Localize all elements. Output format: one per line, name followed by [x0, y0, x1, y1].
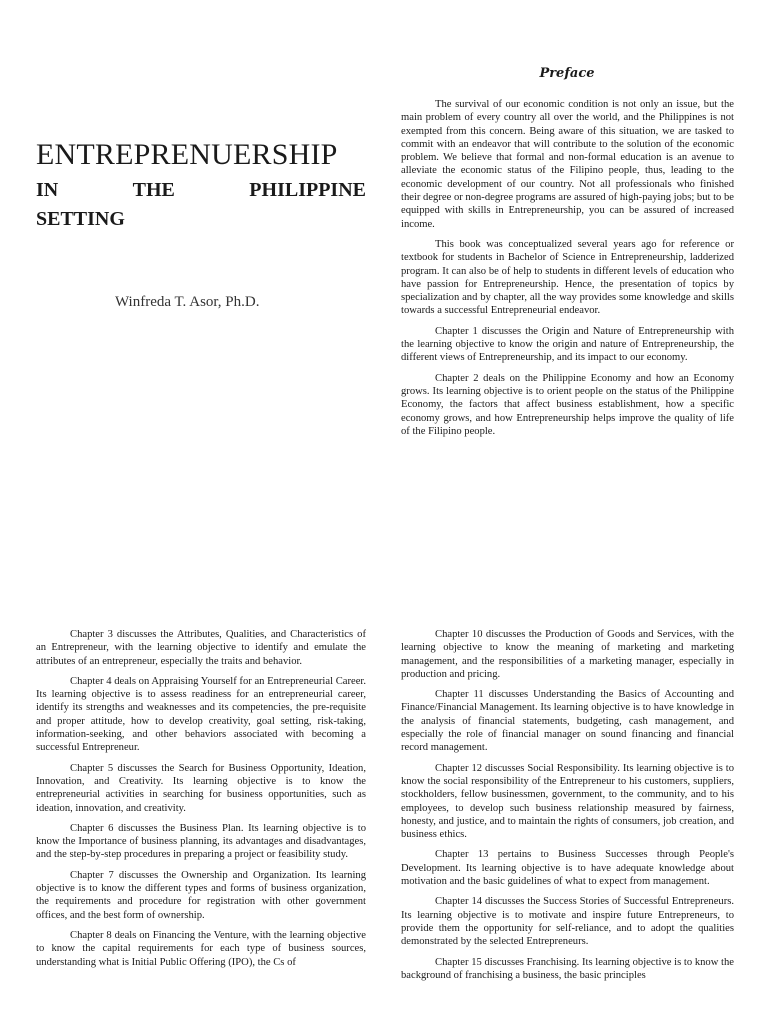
- author-name: Winfreda T. Asor, Ph.D.: [115, 294, 260, 310]
- chapter-paragraph: Chapter 4 deals on Appraising Yourself for an Entrepreneurial Career. Its learning objective is to assess readiness for an entrepreneurial career, identify its strengths and weaknesses and its competencies, the pre-requisite and proper attitude, how to develop creativity, goal setting, risk-taking, information-seeking, and other behaviors associated with becoming a successful Entrepreneur.: [36, 675, 366, 754]
- preface-column: [401, 98, 734, 445]
- chapter-paragraph: Chapter 5 discusses the Search for Business Opportunity, Ideation, Innovation, and Creativity. Its learning objective is to know the entrepreneurial activities in searching for business opportunities, such as ideation, innovation, and creativity.: [36, 762, 366, 814]
- chapter-paragraph: Chapter 3 discusses the Attributes, Qualities, and Characteristics of an Entrepreneur, with the learning objective to identify and emulate the attributes of an entrepreneur, especially the traits and behavior.: [36, 629, 366, 667]
- preface-paragraph: This book was conceptualized several years ago for reference or textbook for students in Bachelor of Science in Entrepreneurship, ladderized program. It can also be of help to students in different levels of education who have passion for Entrepreneurship. Hence, the presentation of topics by specialization and by chapter, all the way provides some knowledge and skills towards a successful Entrepreneurial endeavor.: [401, 238, 734, 317]
- subtitle-word: IN: [36, 179, 59, 201]
- subtitle-word: PHILIPPINE: [249, 179, 366, 201]
- chapter-paragraph: Chapter 6 discusses the Business Plan. Its learning objective is to know the Importance of business planning, its advantages and disadvantages, and the step-by-step procedures in preparing a project or feasibility study.: [36, 822, 366, 861]
- book-subtitle: [36, 176, 366, 234]
- chapter-paragraph: Chapter 10 discusses the Production of Goods and Services, with the learning objective to know the meaning of marketing and marketing management, and the responsibilities of a marketing manager, especially in production and pricing.: [401, 629, 734, 680]
- preface-paragraph: Chapter 1 discusses the Origin and Nature of Entrepreneurship with the learning objective to know the origin and nature of Entrepreneurship, the different views of Entrepreneurship, and its impact to our economy.: [401, 325, 734, 364]
- chapter-paragraph: Chapter 12 discusses Social Responsibility. Its learning objective is to know the social responsibility of the Entrepreneur to his customers, suppliers, stockholders, fellow businessmen, government, to the community, and to his employees, to develop such business relationship measured by fairness, honesty, and justice, and to maintain the rights of consumers, job creation, and business ethics.: [401, 762, 734, 841]
- subtitle-word: THE: [132, 179, 175, 201]
- chapter-paragraph: Chapter 11 discusses Understanding the Basics of Accounting and Finance/Financial Management. Its learning objective is to have knowledge in the analysis of financial statements, budgeting, cash management, and especially the role of financial manager on sound financing and financial record management.: [401, 689, 734, 754]
- preface-paragraph: The survival of our economic condition is not only an issue, but the main problem of every country all over the world, and the Philippines is not exempted from this concern. Being aware of this situation, we are tasked to commit with an endeavor that will contribute to the solution of the economic problem. We believe that formal and non-formal education is an avenue to alleviate the economic status of the Filipino people, thus, leading to the economic development of our country. Not all professionals who finished their degree or non-degree programs are assured of high-paying jobs; but to be equipped with skills in Entrepreneurship, you can be assured of increased income.: [401, 99, 735, 230]
- chapter-paragraph: Chapter 7 discusses the Ownership and Organization. Its learning objective is to know the different types and forms of business organization, the requirements and procedure for registration with other government offices, and the best form of ownership.: [36, 869, 366, 921]
- preface-heading: Preface: [539, 66, 595, 81]
- right-column: [401, 628, 734, 989]
- chapter-paragraph: Chapter 14 discusses the Success Stories of Successful Entrepreneurs. Its learning objective is to motivate and inspire future Entrepreneurs, to provide them the opportunity for self-reliance, and to adopt the qualities demonstrated by the selected Entrepreneurs.: [401, 896, 734, 948]
- left-column: [36, 628, 366, 976]
- chapter-paragraph: Chapter 13 pertains to Business Successes through People's Development. Its learning objective is to have adequate knowledge about motivation and the basic guidelines of what to expect from management.: [401, 849, 734, 888]
- subtitle-line-2: SETTING: [36, 208, 125, 230]
- book-title: ENTREPRENUERSHIP: [36, 138, 338, 171]
- chapter-paragraph: Chapter 15 discusses Franchising. Its learning objective is to know the background of franchising a business, the basic principles: [401, 956, 734, 981]
- chapter-paragraph: Chapter 8 deals on Financing the Venture, with the learning objective to know the capital requirements for each type of business sources, understanding what is Initial Public Offering (IPO), the Cs of: [36, 929, 366, 968]
- preface-paragraph: Chapter 2 deals on the Philippine Economy and how an Economy grows. Its learning objective is to orient people on the status of the Philippine Economy, the factors that affect business establishment, how a specific economy grows, and how Entrepreneurship helps improve the quality of life of the Filipino people.: [401, 372, 734, 437]
